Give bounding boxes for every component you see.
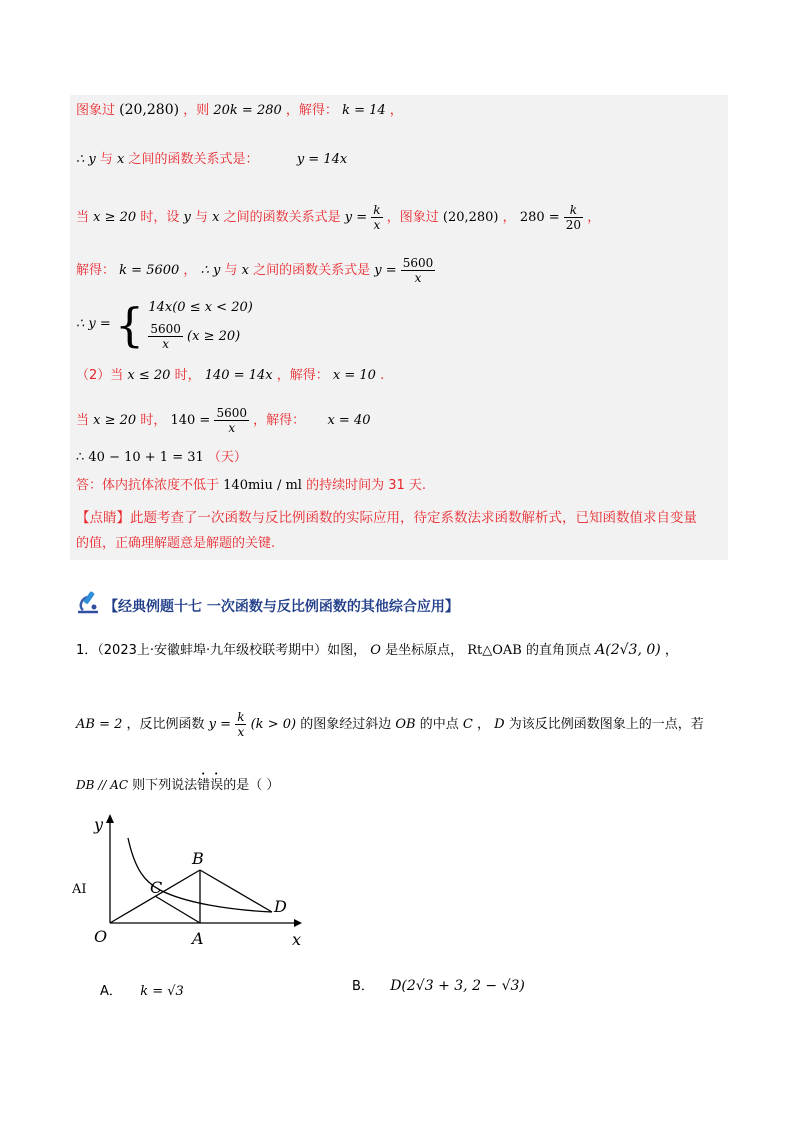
text: 图象过	[76, 103, 116, 118]
solution-line-10	[76, 508, 697, 528]
c-label: C	[150, 878, 163, 897]
variable: D	[494, 717, 505, 732]
text: ，解得：	[253, 413, 306, 428]
text: （2）当	[76, 368, 124, 383]
therefore-expr: ∴ y =	[76, 316, 111, 332]
segment-ac	[155, 896, 200, 923]
equation: 140 =	[170, 413, 211, 428]
y-axis-arrow	[106, 814, 114, 823]
therefore-expr: ∴ y	[76, 152, 96, 167]
equation: AB = 2	[76, 717, 123, 732]
text: ，则	[183, 103, 210, 118]
fraction: $\frac{5600}{x}$	[402, 256, 434, 285]
problem-line-1	[76, 640, 678, 661]
point-expr: (20,280)	[442, 210, 499, 225]
section-title: 【经典例题十七 一次函数与反比例函数的其他综合应用】	[104, 599, 459, 615]
variable: O	[370, 643, 381, 658]
text: 的是（ ）	[223, 778, 280, 793]
text: ，解得：	[285, 103, 338, 118]
solution-line-5	[76, 298, 253, 351]
x-label: x	[292, 930, 302, 949]
text: 当	[76, 210, 90, 225]
option-a[interactable]	[100, 982, 184, 1002]
equation: y =	[208, 717, 232, 732]
text: ，解得：	[276, 368, 329, 383]
text: （天）	[207, 450, 247, 465]
piecewise-cases	[148, 298, 252, 351]
solution-line-3	[76, 203, 600, 232]
variable: y	[183, 210, 191, 225]
text: ，	[476, 717, 490, 732]
point-expr: (20,280)	[119, 102, 180, 118]
solution-line-6	[76, 366, 384, 386]
text: 与	[194, 210, 208, 225]
solution-line-2	[76, 150, 347, 170]
text: 之间的函数关系式是	[223, 210, 341, 225]
option-label: A．	[100, 984, 122, 999]
inequality: x ≥ 20	[93, 413, 137, 428]
text: 时，	[140, 413, 167, 428]
text: 的直角顶点	[525, 643, 591, 658]
text: 的图象经过斜边	[300, 717, 392, 732]
text: ，	[183, 263, 197, 278]
side-label: AI	[72, 882, 87, 897]
solution-line-9	[76, 476, 426, 496]
text: ，反比例函数	[126, 717, 205, 732]
text: 的持续时间为 31 天.	[306, 478, 427, 493]
emphasis-text: 错误	[197, 778, 224, 793]
equation: 280 =	[519, 210, 560, 225]
d-label: D	[274, 897, 287, 916]
text: ，	[502, 210, 516, 225]
solution-line-8	[76, 448, 247, 468]
text: 则下列说法	[132, 778, 198, 793]
text: 1．（2023上·安徽蚌埠·九年级校联考期中）如图，	[76, 643, 367, 658]
text: 的中点	[419, 717, 459, 732]
unit-expr: 140miu / ml	[223, 478, 302, 493]
problem-line-2	[76, 710, 704, 739]
therefore-expr: ∴ y	[200, 263, 221, 278]
equation: ∴ 40 − 10 + 1 = 31	[76, 450, 204, 465]
solution-line-7	[76, 406, 370, 435]
solution-line-1	[76, 100, 403, 121]
key-point-text: 【点睛】此题考查了一次函数与反比例函数的实际应用，待定系数法求函数解析式，已知函数值求自变量	[76, 510, 697, 526]
option-label: B．	[352, 979, 374, 994]
point-expr: A(2√3, 0)	[595, 642, 661, 658]
equation: k = 14	[342, 103, 386, 118]
equation: y =	[374, 263, 397, 278]
option-b[interactable]	[352, 976, 525, 997]
text: ，	[664, 643, 678, 658]
o-label: O	[94, 927, 108, 946]
text: ，	[587, 210, 601, 225]
text: 是坐标原点，	[385, 643, 464, 658]
fraction: $\frac{k}{x}$	[373, 203, 381, 232]
case-2: $\frac{5600}{x}$ (x ≥ 20)	[150, 322, 241, 351]
variable: OB	[395, 717, 416, 732]
solution-line-11	[76, 534, 275, 554]
coordinate-figure	[60, 808, 320, 958]
inequality: x ≤ 20	[127, 368, 171, 383]
text: 之间的函数关系式是：	[128, 152, 259, 167]
text: 为该反比例函数图象上的一点，若	[508, 717, 704, 732]
fraction: $\frac{5600}{x}$	[216, 406, 248, 435]
equation: x = 10	[332, 368, 376, 383]
x-axis-arrow	[294, 919, 302, 927]
variable: x	[117, 152, 125, 167]
y-label: y	[94, 815, 104, 834]
microscope-icon	[74, 588, 102, 616]
text: 与	[99, 152, 113, 167]
problem-line-3	[76, 770, 279, 796]
text: 时，	[174, 368, 201, 383]
equation: y =	[344, 210, 368, 225]
equation: y = 14x	[296, 152, 348, 167]
b-label: B	[192, 849, 204, 868]
text: ，	[389, 103, 403, 118]
a-label: A	[192, 929, 204, 948]
text: ，图象过	[386, 210, 439, 225]
text: 答：体内抗体浓度不低于	[76, 478, 220, 493]
key-point-text: 的值，正确理解题意是解题的关键.	[76, 536, 276, 551]
text: 之间的函数关系式是	[253, 263, 371, 278]
variable: C	[462, 717, 473, 732]
parallel-expr: DB // AC	[76, 778, 129, 792]
fraction: $\frac{k}{x}$	[237, 710, 245, 739]
solution-line-4	[76, 256, 435, 285]
option-expr: D(2√3 + 3, 2 − √3)	[390, 978, 525, 994]
equation: x = 40	[327, 413, 371, 428]
inequality: x ≥ 20	[93, 210, 137, 225]
fraction: $\frac{k}{20}$	[565, 203, 582, 232]
option-expr: k = √3	[140, 984, 184, 999]
equation: 140 = 14x	[204, 368, 273, 383]
text: 当	[76, 413, 90, 428]
text: 解得：	[76, 263, 116, 278]
brace: {	[114, 297, 145, 352]
condition: (k > 0)	[250, 717, 297, 732]
variable: x	[241, 263, 249, 278]
triangle-expr: Rt△OAB	[467, 643, 522, 658]
variable: x	[212, 210, 220, 225]
equation: k = 5600	[119, 263, 180, 278]
equation: 20k = 280	[213, 103, 282, 118]
text: .	[380, 368, 385, 383]
case-1: 14x(0 ≤ x < 20)	[148, 300, 253, 315]
text: 与	[224, 263, 238, 278]
text: 时，设	[140, 210, 180, 225]
